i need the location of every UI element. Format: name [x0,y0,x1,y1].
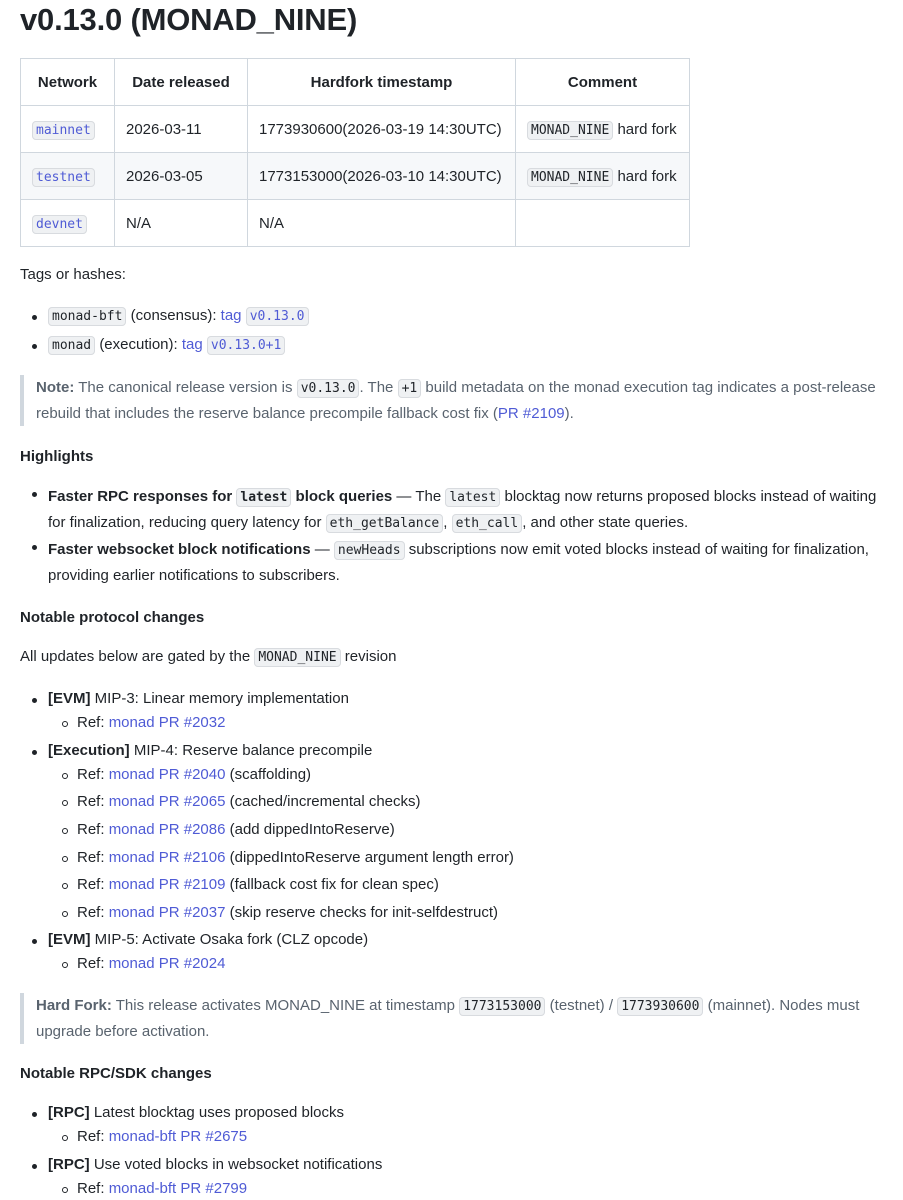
highlight-title: Faster websocket block notifications [48,541,311,558]
inline-code: latest [445,488,500,507]
pr-link[interactable]: monad PR #2040 [108,766,226,783]
list-item [48,484,884,536]
inline-code: eth_call [452,514,523,533]
intro-text: revision [344,648,397,665]
pr-link[interactable]: monad PR #2037 [108,904,226,921]
ref-label: Ref: [77,714,105,731]
intro-text: All updates below are gated by the [20,648,251,665]
inline-code: 1773930600 [617,997,703,1016]
pr-link[interactable]: monad-bft PR #2675 [108,1128,248,1145]
list-item [48,336,285,353]
table-row [21,200,690,247]
column-header: Hardfork timestamp [248,59,516,106]
ref-label: Ref: [77,793,105,810]
hardfork-text: (mainnet). Nodes must upgrade before activation. [36,997,860,1040]
change-text: MIP-3: Linear memory implementation [94,690,349,707]
inline-code: +1 [398,379,422,398]
highlight-text: , and other state queries. [522,514,689,531]
ref-item [77,876,439,893]
tag-link[interactable]: tag [220,307,242,324]
ref-label: Ref: [77,955,105,972]
hardfork-label: Hard Fork: [36,997,112,1014]
network-cell [21,106,115,153]
ref-label: Ref: [77,876,105,893]
hardfork-text: This release activates MONAD_NINE at timestamp [115,997,456,1014]
table-row [21,106,690,153]
tags-intro: Tags or hashes: [20,266,126,283]
change-tag: [Execution] [48,742,130,759]
pr-link[interactable]: PR #2109 [497,405,565,422]
note-text: . The [359,379,394,396]
timestamp-cell: 1773153000(2026-03-10 14:30UTC) [248,153,516,200]
list-item [48,742,372,759]
ref-label: Ref: [77,766,105,783]
network-link[interactable]: mainnet [32,121,95,138]
note-blockquote [20,375,880,426]
ref-item [77,793,421,810]
table-header-row [21,59,690,106]
ref-item [77,766,311,783]
inline-code: newHeads [334,541,405,560]
date-cell: 2026-03-05 [115,153,248,200]
network-link[interactable]: testnet [32,168,95,185]
ref-note: (dippedIntoReserve argument length error) [229,849,514,866]
ref-item [77,821,395,838]
column-header: Date released [115,59,248,106]
change-text: Use voted blocks in websocket notifications [93,1156,383,1173]
comment-cell [516,200,690,247]
note-text: The canonical release version is [78,379,293,396]
note-label: Note: [36,379,75,396]
ref-note: (skip reserve checks for init-selfdestruct) [229,904,499,921]
pr-link[interactable]: monad PR #2065 [108,793,226,810]
ref-label: Ref: [77,904,105,921]
ref-item [77,955,225,972]
pr-link[interactable]: monad PR #2106 [108,849,226,866]
network-cell [21,200,115,247]
page-title: v0.13.0 (MONAD_NINE) [20,2,358,37]
highlight-text: subscriptions now emit voted blocks instead of waiting for finalization, providing earlier notifications to subscribers. [48,541,869,584]
timestamp-cell: N/A [248,200,516,247]
change-text: MIP-4: Reserve balance precompile [133,742,373,759]
ref-item [77,714,225,731]
repo-desc: (consensus): [130,307,217,324]
change-tag: [RPC] [48,1104,90,1121]
list-item [48,1156,382,1173]
network-link[interactable]: devnet [32,215,87,232]
comment-code: MONAD_NINE [527,168,613,187]
pr-link[interactable]: monad PR #2109 [108,876,226,893]
pr-link[interactable]: monad PR #2032 [108,714,226,731]
ref-note: (scaffolding) [229,766,312,783]
inline-code: MONAD_NINE [254,648,340,667]
ref-label: Ref: [77,1180,105,1197]
inline-code: v0.13.0 [297,379,360,398]
release-table [20,58,690,247]
version-link[interactable]: v0.13.0 [246,307,309,324]
list-item [48,1104,344,1121]
timestamp-cell: 1773930600(2026-03-19 14:30UTC) [248,106,516,153]
list-item [48,931,368,948]
pr-link[interactable]: monad PR #2086 [108,821,226,838]
change-tag: [RPC] [48,1156,90,1173]
note-text: ). [564,405,574,422]
version-link[interactable]: v0.13.0+1 [207,336,285,353]
ref-label: Ref: [77,821,105,838]
highlight-text: — The [396,488,442,505]
highlight-text: blocktag now returns proposed blocks instead of waiting for finalization, reducing query latency for [48,488,877,531]
highlight-title: block queries [295,488,393,505]
section-heading: Notable protocol changes [20,609,205,626]
repo-name: monad-bft [48,307,126,326]
hardfork-blockquote [20,993,880,1044]
column-header: Comment [516,59,690,106]
list-item [48,307,309,324]
change-text: Latest blocktag uses proposed blocks [93,1104,344,1121]
ref-note: (cached/incremental checks) [229,793,421,810]
date-cell: 2026-03-11 [115,106,248,153]
table-row [21,153,690,200]
ref-item [77,1180,247,1197]
change-tag: [EVM] [48,931,91,948]
network-cell [21,153,115,200]
comment-code: MONAD_NINE [527,121,613,140]
ref-item [77,904,498,921]
ref-note: (add dippedIntoReserve) [229,821,395,838]
ref-item [77,1128,247,1145]
column-header: Network [21,59,115,106]
pr-link[interactable]: monad PR #2024 [108,955,226,972]
highlight-title: Faster RPC responses for [48,488,233,505]
highlight-text: , [443,514,448,531]
comment-cell [516,153,690,200]
change-tag: [EVM] [48,690,91,707]
pr-link[interactable]: monad-bft PR #2799 [108,1180,248,1197]
ref-label: Ref: [77,1128,105,1145]
ref-item [77,849,514,866]
ref-label: Ref: [77,849,105,866]
comment-text: hard fork [617,167,677,185]
inline-code: 1773153000 [459,997,545,1016]
hardfork-text: (testnet) / [549,997,614,1014]
comment-cell [516,106,690,153]
date-cell: N/A [115,200,248,247]
protocol-intro [20,648,396,665]
inline-code: latest [236,488,291,507]
section-heading: Highlights [20,448,94,465]
section-heading: Notable RPC/SDK changes [20,1065,212,1082]
tag-link[interactable]: tag [181,336,203,353]
inline-code: eth_getBalance [326,514,444,533]
note-text: build metadata on the monad execution tag indicates a post-release rebuild that includes the reserve balance precompile fallback cost fix ( [36,379,876,422]
repo-name: monad [48,336,95,355]
repo-desc: (execution): [99,336,178,353]
list-item [48,690,349,707]
list-item [48,537,884,588]
ref-note: (fallback cost fix for clean spec) [229,876,439,893]
comment-text: hard fork [617,120,677,138]
change-text: MIP-5: Activate Osaka fork (CLZ opcode) [94,931,369,948]
highlight-text: — [314,541,330,558]
